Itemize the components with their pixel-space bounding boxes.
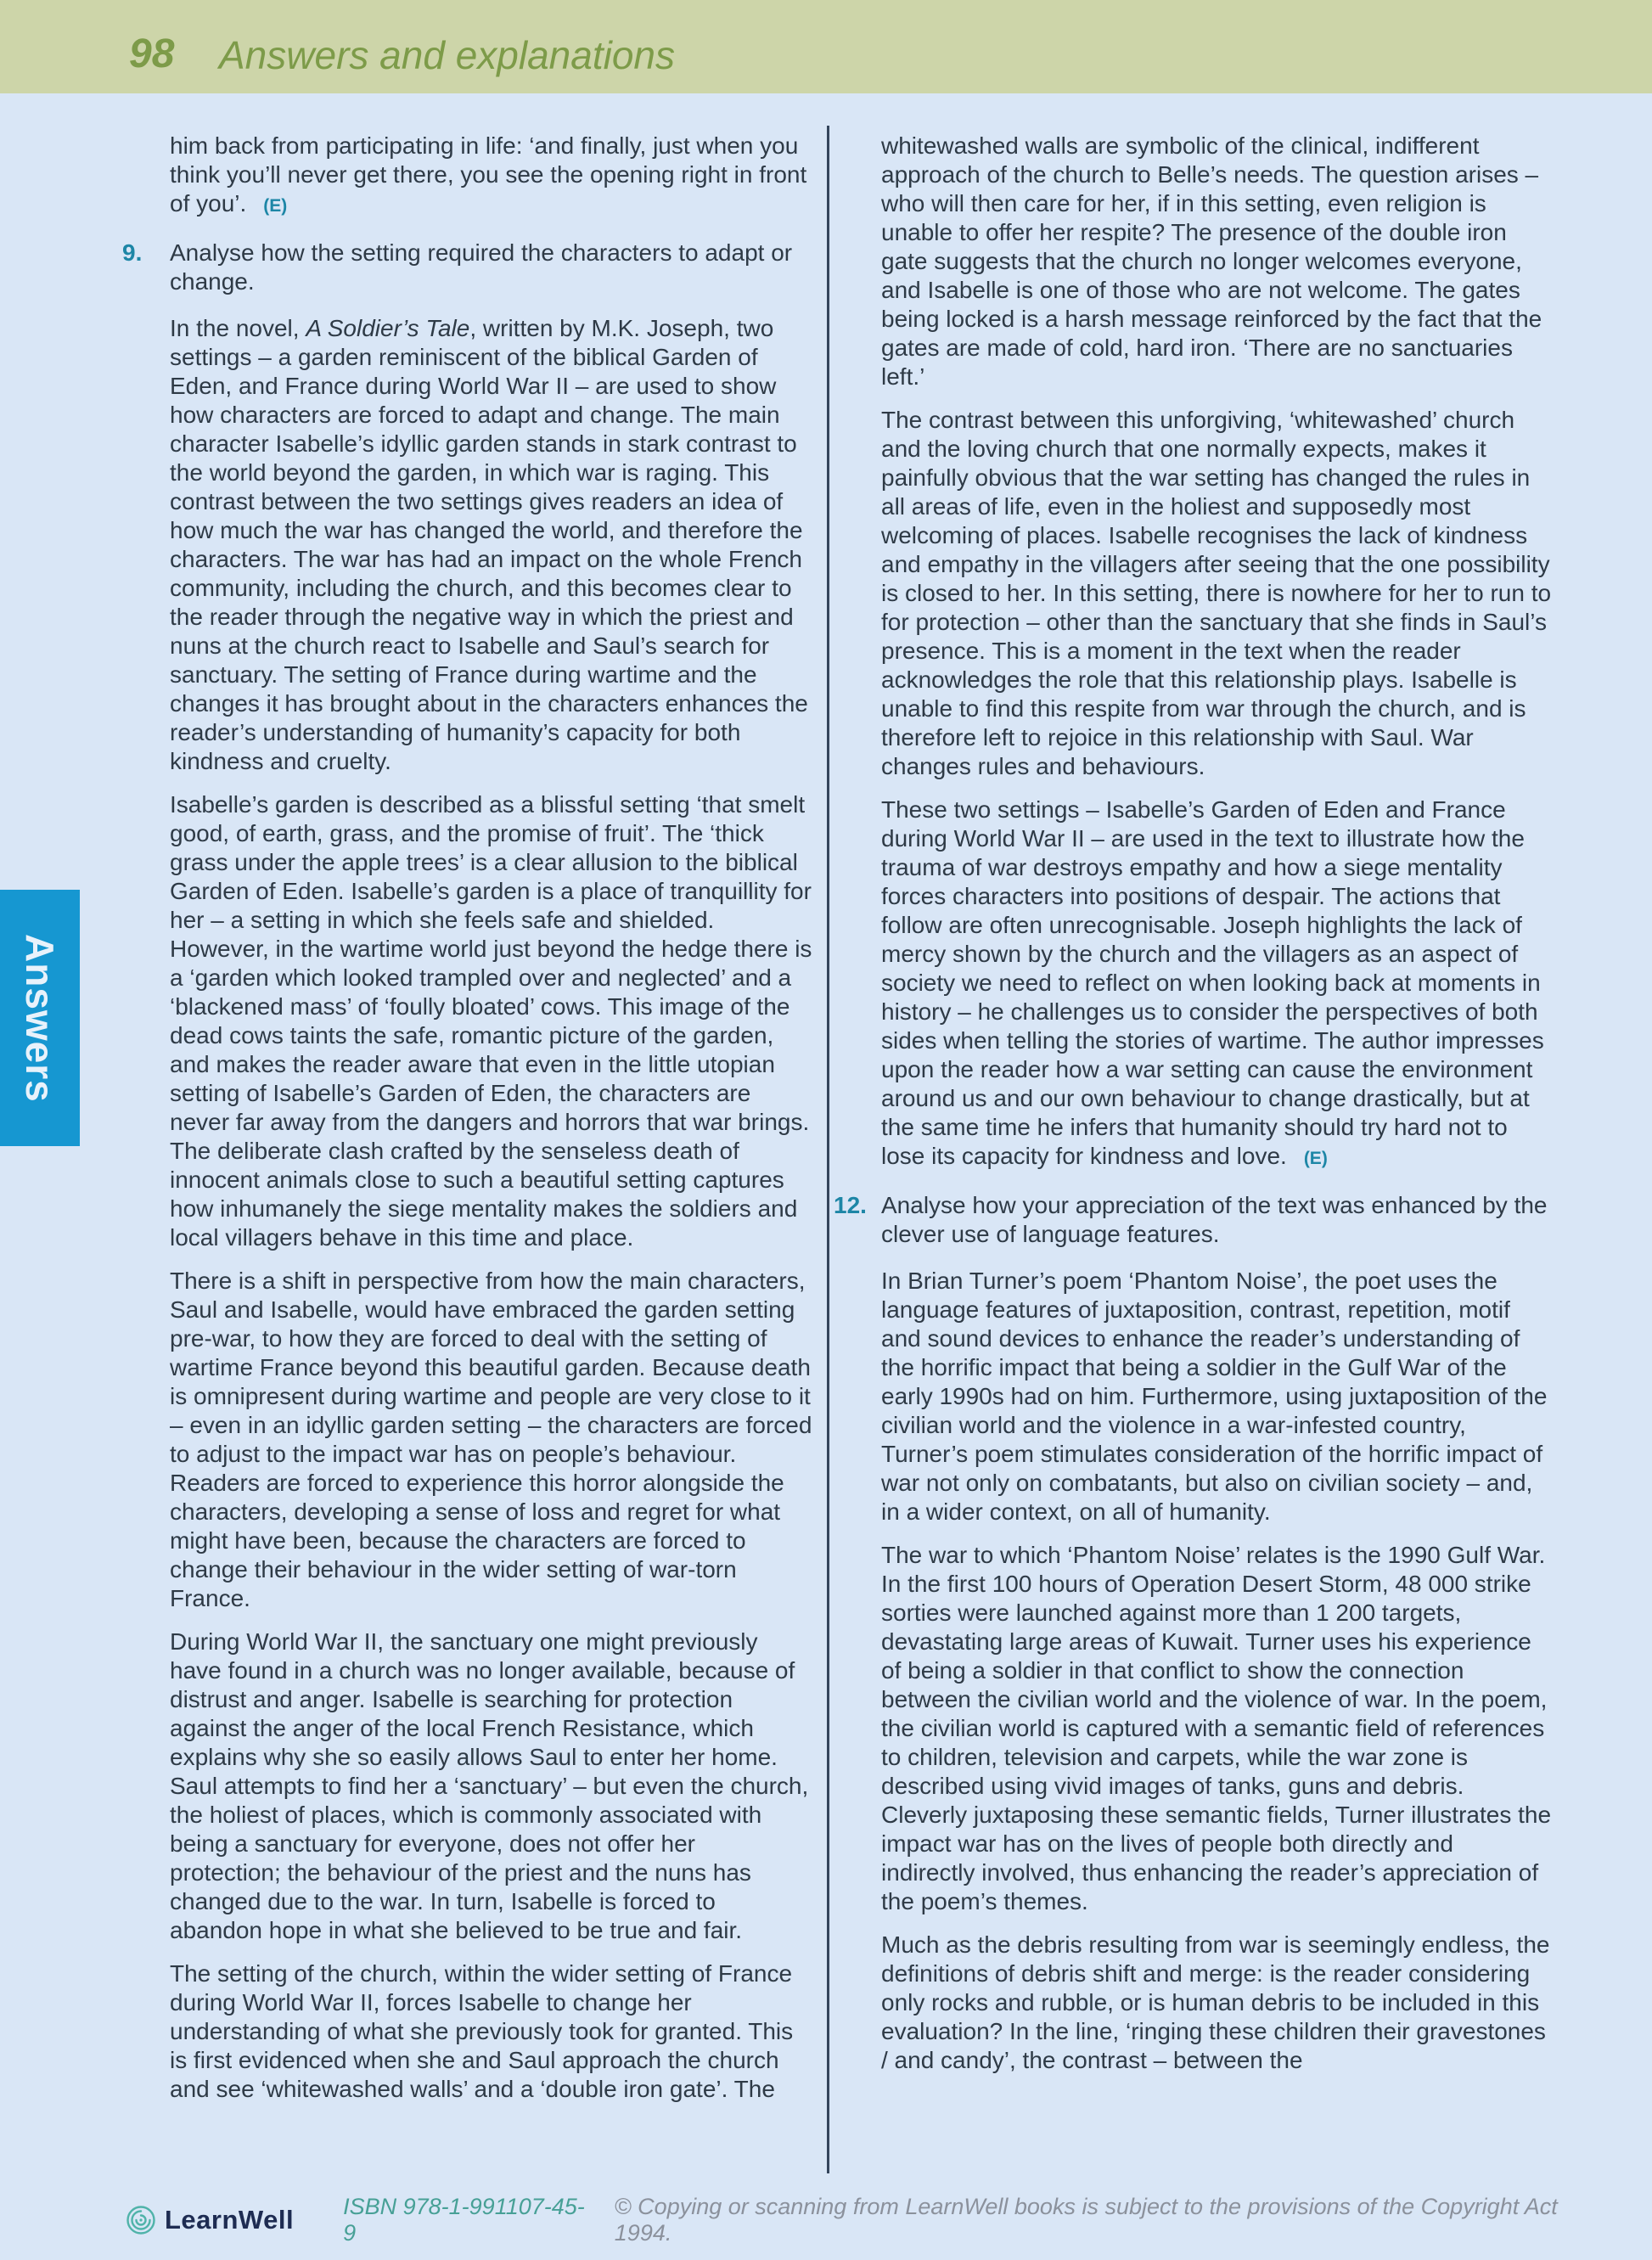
- answer-paragraph: [881, 132, 1552, 391]
- text-run: Much as the debris resulting from war is seemingly endless, the definitions of debris shift and merge: is the reader considering only rocks and rubble, or is human debris to be included in this evaluation? In the line, ‘ringing these children their gravestones / and candy’, the contrast – between the: [881, 1931, 1550, 2073]
- swirl-logo-icon: [126, 2205, 156, 2235]
- text-run: During World War II, the sanctuary one might previously have found in a church was no longer available, because of distrust and anger. Isabelle is searching for protection against the anger of the local French Resistance, which explains why she so easily allows Saul to enter her home. Saul attempts to find her a ‘sanctuary’ – but even the church, the holiest of places, which is commonly associated with being a sanctuary for everyone, does not offer her protection; the behaviour of the priest and the nuns has changed due to the war. In turn, Isabelle is forced to abandon hope in what she believed to be true and fair.: [170, 1628, 809, 1943]
- answer-paragraph: [881, 406, 1552, 781]
- answer-paragraph: [170, 1628, 812, 1945]
- text-run: In Brian Turner’s poem ‘Phantom Noise’, the poet uses the language features of juxtaposition, contrast, repetition, motif and sound devices to enhance the reader’s understanding of the horrific impact that being a soldier in the Gulf War of the early 1990s had on him. Furthermore, using juxtaposition of the civilian world and the violence in a war-infested country, Turner’s poem stimulates consideration of the horrific impact of war not only on combatants, but also on civilian society – and, in a wider context, on all of humanity.: [881, 1268, 1548, 1525]
- question-text: [834, 1191, 1552, 1249]
- answer-paragraph: [881, 1541, 1552, 1916]
- question-number: 9.: [122, 239, 143, 266]
- answers-tab-label: Answers: [18, 933, 62, 1103]
- excellence-marker: (E): [263, 196, 288, 216]
- answer-paragraph: [170, 314, 812, 776]
- text-run: Analyse how the setting required the characters to adapt or change.: [170, 239, 793, 295]
- text-run: In the novel,: [170, 315, 306, 341]
- text-run: A Soldier’s Tale: [306, 315, 470, 341]
- text-run: him back from participating in life: ‘and finally, just when you think you’ll never get there, you see the opening right in front of you’.: [170, 132, 807, 216]
- page-title: Answers and explanations: [219, 33, 675, 77]
- text-column-left: [122, 132, 812, 2118]
- answer-paragraph: [881, 1267, 1552, 1526]
- text-run: whitewashed walls are symbolic of the clinical, indifferent approach of the church to Belle’s needs. The question arises – who will then care for her, if in this setting, even religion is unable to offer her respite? The presence of the double iron gate suggests that the church no longer welcomes everyone, and Isabelle is one of those who are not welcome. The gates being locked is a harsh message reinforced by the fact that the gates are made of cold, hard iron. ‘There are no sanctuaries left.’: [881, 132, 1542, 390]
- text-run: The war to which ‘Phantom Noise’ relates is the 1990 Gulf War. In the first 100 hours of Operation Desert Storm, 48 000 strike sorties were launched against more than 1 200 targets, devastating large areas of Kuwait. Turner uses his experience of being a soldier in that conflict to show the connection between the civilian world and the violence of war. In the poem, the civilian world is captured with a semantic field of references to children, television and carpets, while the war zone is described using vivid images of tanks, guns and debris. Cleverly juxtaposing these semantic fields, Turner illustrates the impact war has on the lives of people both directly and indirectly involved, thus enhancing the reader’s appreciation of the poem’s themes.: [881, 1542, 1552, 1914]
- text-run: Analyse how your appreciation of the text was enhanced by the clever use of language features.: [881, 1192, 1548, 1247]
- isbn-text: ISBN 978-1-991107-45-9: [343, 2194, 585, 2246]
- answer-paragraph: [170, 790, 812, 1252]
- text-run: , written by M.K. Joseph, two settings – a garden reminiscent of the biblical Garden of Eden, and France during World War II – are used to show how characters are forced to adapt and change. The main character Isabelle’s idyllic garden stands in stark contrast to the world beyond the garden, in which war is raging. This contrast between the two settings gives readers an idea of how much the war has changed the world, and therefore the characters. The war has had an impact on the whole French community, including the church, and this becomes clear to the reader through the negative way in which the priest and nuns at the church react to Isabelle and Saul’s search for sanctuary. The setting of France during wartime and the changes it has brought about in the characters enhances the reader’s understanding of humanity’s capacity for both kindness and cruelty.: [170, 315, 808, 774]
- question-number: 12.: [834, 1192, 867, 1218]
- column-divider: [827, 126, 829, 2173]
- answer-paragraph: [170, 1267, 812, 1613]
- answer-paragraph: [170, 1959, 812, 2104]
- copyright-text: © Copying or scanning from LearnWell books is subject to the provisions of the Copyright Act 1994.: [614, 2194, 1558, 2246]
- answer-paragraph: [881, 795, 1552, 1173]
- question-text: [122, 239, 812, 296]
- text-run: There is a shift in perspective from how the main characters, Saul and Isabelle, would have embraced the garden setting pre-war, to how they are forced to deal with the setting of wartime France beyond this beautiful garden. Because death is omnipresent during wartime and people are very close to it – even in an idyllic garden setting – the characters are forced to adjust to the impact war has on people’s behaviour. Readers are forced to experience this horror alongside the characters, developing a sense of loss and regret for what might have been, because the characters are forced to change their behaviour in the wider setting of war-torn France.: [170, 1268, 812, 1611]
- text-run: These two settings – Isabelle’s Garden of Eden and France during World War II – are used in the text to illustrate how the trauma of war destroys empathy and how a siege mentality forces characters into positions of despair. The actions that follow are often unrecognisable. Joseph highlights the lack of mercy shown by the church and the villagers as an aspect of society we need to reflect on when looking back at moments in history – he challenges us to consider the perspectives of both sides when telling the stories of wartime. The author impresses upon the reader how a war setting can cause the environment around us and our own behaviour to change drastically, but at the same time he infers that humanity should try hard not to lose its capacity for kindness and love.: [881, 796, 1544, 1169]
- page-number: 98: [129, 31, 175, 76]
- answers-section-tab: [0, 890, 80, 1146]
- brand-name: LearnWell: [165, 2205, 295, 2235]
- answer-paragraph: [881, 1931, 1552, 2075]
- excellence-marker: (E): [1303, 1149, 1328, 1168]
- text-column-right: [834, 132, 1552, 2089]
- page-header: [0, 0, 1652, 93]
- text-run: The contrast between this unforgiving, ‘whitewashed’ church and the loving church that one normally expects, makes it painfully obvious that the war setting has changed the rules in all areas of life, even in the holiest and supposedly most welcoming of places. Isabelle recognises the lack of kindness and empathy in the villagers after seeing that the one possibility is closed to her. In this setting, there is nowhere for her to run to for protection – other than the sanctuary that she finds in Saul’s presence. This is a moment in the text when the reader acknowledges the role that this relationship plays. Isabelle is unable to find this respite from war through the church, and is therefore left to rejoice in this relationship with Saul. War changes rules and behaviours.: [881, 407, 1552, 779]
- text-run: The setting of the church, within the wider setting of France during World War II, forces Isabelle to change her understanding of what she previously took for granted. This is first evidenced when she and Saul approach the church and see ‘whitewashed walls’ and a ‘double iron gate’. The: [170, 1960, 794, 2102]
- page-footer: [126, 2194, 1601, 2246]
- text-run: Isabelle’s garden is described as a blissful setting ‘that smelt good, of earth, grass, and the promise of fruit’. The ‘thick grass under the apple trees’ is a clear allusion to the biblical Garden of Eden. Isabelle’s garden is a place of tranquillity for her – a setting in which she feels safe and shielded. However, in the wartime world just beyond the hedge there is a ‘garden which looked trampled over and neglected’ and a ‘blackened mass’ of ‘foully bloated’ cows. This image of the dead cows taints the safe, romantic picture of the garden, and makes the reader aware that even in the little utopian setting of Isabelle’s Garden of Eden, the characters are never far away from the dangers and horrors that war brings. The deliberate clash crafted by the senseless death of innocent animals close to such a beautiful setting captures how inhumanely the siege mentality makes the soldiers and local villagers behave in this time and place.: [170, 791, 812, 1251]
- answer-paragraph: [170, 132, 812, 221]
